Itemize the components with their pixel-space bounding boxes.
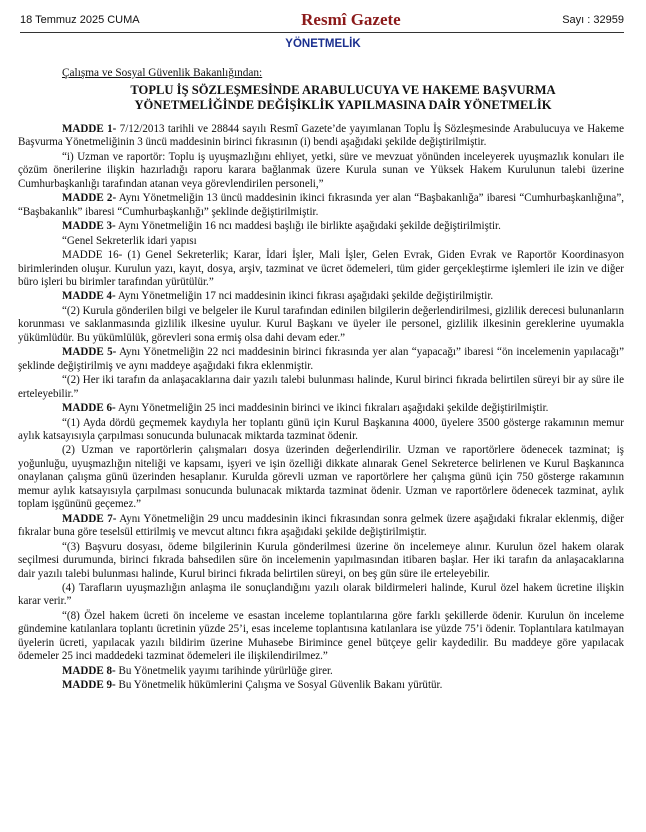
article-text: “(1) Ayda dördü geçmemek kaydıyla her toplantı günü için Kurul Başkanına 4000, üyelere 3500 gösterge rakamının memur aylık katsayısıyla çarpılması sonucunda bulunacak miktarda tazminat ödenir.: [18, 416, 624, 442]
article-text: MADDE 16- (1) Genel Sekreterlik; Karar, İdari İşler, Mali İşler, Gelen Evrak, Giden Evrak ve Raportör Koordinasyon birimlerinden oluşur. Kurulun yazı, kayıt, dosya, arşiv, tazminat ve ücret ödemeleri, tüm gider gerçekleştirme işlemleri ile izin ve diğer büro işleri bu birimler tarafından yürütülür.”: [18, 249, 624, 288]
article-paragraph: [18, 290, 624, 303]
issuing-ministry: Çalışma ve Sosyal Güvenlik Bakanlığından:: [62, 67, 263, 79]
article-text: Aynı Yönetmeliğin 13 üncü maddesinin ikinci fıkrasında yer alan “Başbakanlığa” ibaresi “Cumhurbaşkanlığına”, “Başbakanlık” ibaresi “Cumhurbaşkanlığı” şeklinde değiştirilmiştir.: [18, 192, 624, 218]
article-text: “Genel Sekreterlik idari yapısı: [62, 234, 197, 247]
article-paragraph: [18, 513, 624, 540]
article-paragraph: [18, 346, 624, 373]
article-text: “i) Uzman ve raportör: Toplu iş uyuşmazlığını ehliyet, yetki, süre ve mevzuat yönünden inceleyerek uyuşmazlık konuları ile çözüm önerilerine ilişkin hazırladığı raporu karara bağlanmak üzere Kurula sunan ve Yüksek Hakem Kurulunun talebi üzerine Cumhurbaşkanlığı tarafından atanan veya görevlendirilen personeli,”: [18, 150, 624, 190]
article-paragraph: [18, 374, 624, 401]
article-text: “(3) Başvuru dosyası, ödeme bilgilerinin Kurula gönderilmesi üzerine ön incelemeye alınır. Kurulun özel hakem olarak seçilmesi durumunda, birinci fıkrada bahsedilen süre ön incelemenin yapılmasından itibaren başlar. Her iki tarafın da anlaşacaklarına dair yazılı talebi bulunması halinde, Kurul birinci fıkrada belirtilen süreyi, on beş gün süre ile erteleyebilir.: [18, 540, 624, 580]
article-text: “(8) Özel hakem ücreti ön inceleme ve esastan inceleme toplantılarına göre farklı şekillerde ödenir. Kurulun ön inceleme gündemine katılanlara toplantı ücretinin yüzde 25’i, esas inceleme toplantısına katılanlara ise yüzde 75’i ödenir. Toplantılara katılmayan üyelerin ücreti, yapılacak yazılı bildirim üzerine Muhasebe Birimince genel bütçeye gelir kaydedilir. Bu maddeye göre yapılacak ödemeler 25 inci maddedeki tazminat ödemeleri ile ilişkilendirilmez.”: [18, 609, 624, 663]
article-label: MADDE 3-: [62, 220, 116, 233]
article-text: Aynı Yönetmeliğin 22 nci maddesinin birinci fıkrasında yer alan “yapacağı” ibaresi “ön incelemenin yapılacağı” şeklinde değiştirilmiş ve aynı maddeye aşağıdaki fıkra eklenmiştir.: [18, 346, 625, 372]
article-paragraph: [18, 123, 624, 150]
article-text: “(2) Her iki tarafın da anlaşacaklarına dair yazılı talebi bulunması halinde, Kurul birinci fıkrada belirtilen süreyi bir ay süre ile erteleyebilir.”: [18, 374, 624, 400]
article-paragraph: [18, 610, 624, 664]
article-text: (4) Tarafların uyuşmazlığın anlaşma ile sonuçlandığını yazılı olarak bildirmeleri halinde, Kurul özel hakem ücretine ilişkin karar verir.”: [18, 581, 624, 608]
gazette-title: Resmî Gazete: [301, 10, 401, 29]
article-paragraph: [18, 151, 624, 191]
issue-number: Sayı : 32959: [562, 14, 624, 26]
article-text: Aynı Yönetmeliğin 25 inci maddesinin birinci ve ikinci fıkraları aşağıdaki şekilde değiştirilmiştir.: [115, 402, 549, 415]
section-heading: YÖNETMELİK: [285, 38, 361, 50]
article-label: MADDE 8-: [62, 664, 116, 677]
article-label: MADDE 2-: [62, 192, 117, 205]
article-text: 7/12/2013 tarihli ve 28844 sayılı Resmî Gazete’de yayımlanan Toplu İş Sözleşmesinde Arabulucuya ve Hakeme Başvurma Yönetmeliğinin 3 üncü maddesinin birinci fıkrasının (i) bendi aşağıdaki şekilde değiştirilmiştir.: [18, 123, 624, 149]
article-paragraph: [18, 402, 624, 415]
article-text: Aynı Yönetmeliğin 29 uncu maddesinin ikinci fıkrasından sonra gelmek üzere aşağıdaki fıkralar eklenmiş, diğer fıkralar buna göre teselsül ettirilmiş ve mevcut altıncı fıkra aşağıdaki şekilde değiştirilmiştir.: [18, 512, 624, 539]
article-label: MADDE 9-: [62, 679, 116, 692]
article-paragraph: [18, 417, 624, 444]
article-label: MADDE 6-: [62, 402, 116, 415]
article-paragraph: [18, 679, 624, 692]
article-paragraph: [18, 192, 624, 219]
article-paragraph: [18, 305, 624, 345]
article-paragraph: [18, 444, 624, 511]
issue-date: 18 Temmuz 2025 CUMA: [20, 14, 140, 26]
article-paragraph: [18, 235, 624, 248]
article-paragraph: [18, 541, 624, 581]
article-text: Aynı Yönetmeliğin 16 ncı maddesi başlığı ile birlikte aşağıdaki şekilde değiştirilmiştir.: [115, 220, 501, 233]
article-text: Bu Yönetmelik hükümlerini Çalışma ve Sosyal Güvenlik Bakanı yürütür.: [115, 679, 443, 692]
regulation-body: [18, 66, 625, 694]
page-header: [20, 8, 624, 33]
article-paragraph: [18, 582, 624, 609]
article-text: Aynı Yönetmeliğin 17 nci maddesinin ikinci fıkrası aşağıdaki şekilde değiştirilmiştir.: [115, 290, 494, 303]
regulation-title-line: TOPLU İŞ SÖZLEŞMESİNDE ARABULUCUYA VE HAKEME BAŞVURMA: [130, 83, 556, 97]
regulation-title: [62, 83, 624, 113]
article-text: (2) Uzman ve raportörlerin çalışmaları dosya üzerinden değerlendirilir. Uzman ve raportörlere ödenecek tazminat; iş yoğunluğu, uyuşmazlığın niteliği ve kapsamı, işyeri ve işin özelliği dikkate alınarak Genel Sekreterce belirlenen ve Kurul Başkanınca onaylanan çalışma günü üzerinden hesaplanır. Kurulda görevli uzman ve raportörlere her çalışma günü için 750 gösterge rakamının memur aylık katsayısıyla çarpılması sonucunda bulunacak miktarda tazminat ödenir. Uzman ve raportörlere ödenecek tazminat, aylık toplam işgününü geçemez.”: [18, 444, 624, 511]
regulation-title-line: YÖNETMELİĞİNDE DEĞİŞİKLİK YAPILMASINA DAİR YÖNETMELİK: [134, 98, 552, 112]
article-paragraph: [18, 249, 624, 289]
article-text: “(2) Kurula gönderilen bilgi ve belgeler ile Kurul tarafından edinilen bilgilerin değerlendirilmesi, gizlilik derecesi bulunanların korunması ve saklanmasında gizlilik ilkesine uyulur. Kurul Başkanı ve üyeler ile personel, gizlilik ilkesinin gereklerine uyumakla yükümlüdür. Bu yükümlülük, görevleri sona ermiş olsa dahi devam eder.”: [18, 304, 624, 344]
article-label: MADDE 5-: [62, 346, 117, 359]
article-text: Bu Yönetmelik yayımı tarihinde yürürlüğe girer.: [115, 664, 333, 677]
article-label: MADDE 1-: [62, 123, 117, 135]
regulation-articles: [18, 123, 624, 693]
article-paragraph: [18, 665, 624, 678]
article-label: MADDE 7-: [62, 512, 117, 525]
article-paragraph: [18, 220, 624, 233]
article-label: MADDE 4-: [62, 290, 116, 303]
